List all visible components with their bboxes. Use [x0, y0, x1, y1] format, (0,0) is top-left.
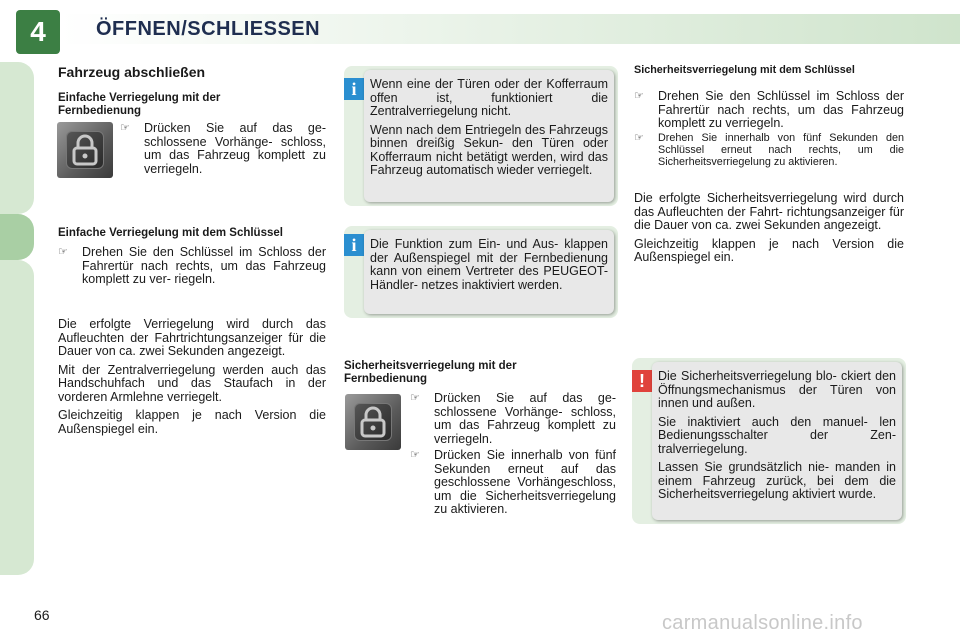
- key-lock-step: ☞ Drehen Sie den Schlüssel im Schloss der Fahrertür nach rechts, um das Fahrzeug komplett zu ver- riegeln.: [58, 245, 326, 286]
- pointing-hand-icon: ☞: [634, 132, 644, 144]
- side-tab-active: [0, 214, 34, 260]
- page-number: 66: [34, 607, 50, 623]
- page-title: ÖFFNEN/SCHLIESSEN: [96, 18, 321, 40]
- info-text-central-locking: Wenn eine der Türen oder der Kofferraum offen ist, funktioniert die Zentralverriegelung nicht. Wenn nach dem Entriegeln des Fahrzeugs binnen dreißig Sekun- den Türen oder Kofferraum nicht betätigt werden, wird das Fahrzeug automatisch wieder verriegelt.: [370, 77, 608, 177]
- pointing-hand-icon: ☞: [120, 122, 130, 134]
- padlock-closed-icon: [71, 134, 99, 166]
- deadlock-key-subheading: Sicherheitsverriegelung mit dem Schlüssel: [634, 64, 855, 76]
- lock-button-image: [345, 394, 401, 450]
- section-heading: Fahrzeug abschließen: [58, 64, 206, 80]
- deadlock-remote-subheading: Sicherheitsverriegelung mit der Fernbedienung: [344, 360, 517, 385]
- warning-text-deadlocking: Die Sicherheitsverriegelung blo- ckiert den Öffnungsmechanismus der Türen von innen und außen. Sie inaktiviert auch den manuel- len Bedienungsschalter der Zen- tralverriegelung. Lassen Sie grundsätzlich nie- manden in einem Fahrzeug zurück, bei dem die Sicherheitsverriegelung aktiviert wurde.: [658, 369, 896, 501]
- remote-lock-step: ☞ Drücken Sie auf das ge- schlossene Vorhänge- schloss, um das Fahrzeug komplett zu verriegeln.: [120, 121, 326, 176]
- deadlock-remote-step-1: ☞ Drücken Sie auf das ge- schlossene Vorhänge- schloss, um das Fahrzeug komplett zu verriegeln.: [410, 391, 616, 446]
- right-body-text: Die erfolgte Sicherheitsverriegelung wird durch das Aufleuchten der Fahrt- richtungsanzeiger für die Dauer von ca. zwei Sekunden angezeigt. Gleichzeitig klappen je nach Version die Außenspiegel ein.: [634, 191, 904, 264]
- info-icon: i: [344, 78, 364, 100]
- side-tab-upper: [0, 62, 34, 214]
- info-box-central-locking: [344, 66, 618, 206]
- info-box-mirror-folding: [344, 226, 618, 318]
- lock-button-image: [57, 122, 113, 178]
- watermark: carmanualsonline.info: [662, 612, 863, 634]
- left-body-text: Die erfolgte Verriegelung wird durch das Aufleuchten der Fahrtrichtungsanzeiger für die Dauer von ca. zwei Sekunden angezeigt. Mit der Zentralverriegelung werden auch das Handschuhfach und das Staufach in der vorderen Armlehne verriegelt. Gleichzeitig klappen je nach Version die Außenspiegel ein.: [58, 317, 326, 436]
- chapter-number: 4: [16, 10, 60, 54]
- deadlock-remote-step-2: ☞ Drücken Sie innerhalb von fünf Sekunden erneut auf das geschlossene Vorhängeschloss, um die Sicherheitsverriegelung zu aktivieren.: [410, 448, 616, 516]
- warning-box-deadlocking: [632, 358, 906, 524]
- key-lock-subheading: Einfache Verriegelung mit dem Schlüssel: [58, 227, 283, 239]
- padlock-closed-icon: [359, 406, 387, 438]
- info-text-mirror-folding: Die Funktion zum Ein- und Aus- klappen der Außenspiegel mit der Fernbedienung kann von einem Vertreter des PEUGEOT-Händler- netzes inaktiviert werden.: [370, 237, 608, 292]
- pointing-hand-icon: ☞: [634, 90, 644, 102]
- deadlock-key-step-2: ☞ Drehen Sie innerhalb von fünf Sekunden den Schlüssel erneut nach rechts, um die Sicherheitsverriegelung zu aktivieren.: [634, 132, 904, 168]
- pointing-hand-icon: ☞: [58, 246, 68, 258]
- info-icon: i: [344, 234, 364, 256]
- warning-icon: !: [632, 370, 652, 392]
- pointing-hand-icon: ☞: [410, 449, 420, 461]
- side-tab-lower: [0, 260, 34, 575]
- remote-lock-subheading: Einfache Verriegelung mit der Fernbedienung: [58, 92, 221, 117]
- pointing-hand-icon: ☞: [410, 392, 420, 404]
- deadlock-key-step-1: ☞ Drehen Sie den Schlüssel im Schloss der Fahrertür nach rechts, um das Fahrzeug komplett zu verriegeln.: [634, 89, 904, 130]
